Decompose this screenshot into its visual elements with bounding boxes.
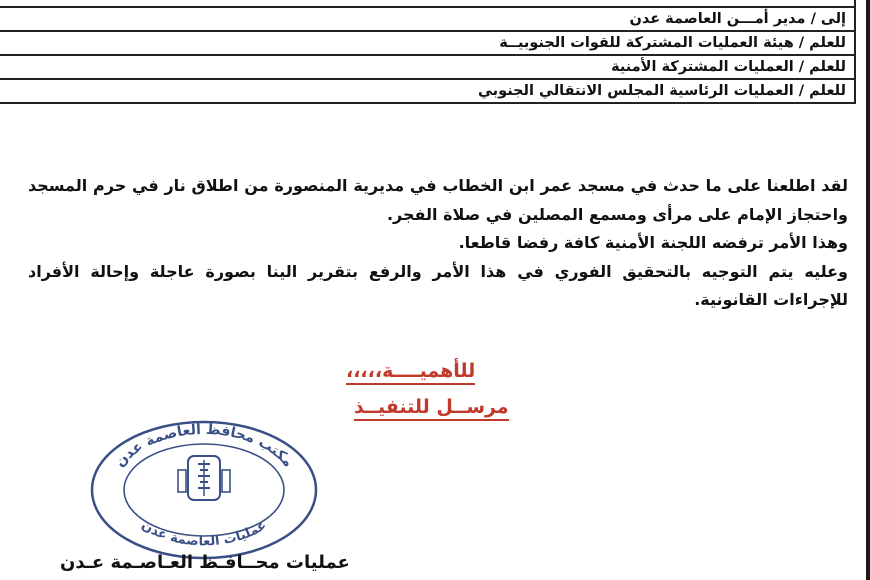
closing-sent-text: مرســل للتنفيــذ	[354, 396, 509, 421]
closing-importance	[346, 360, 475, 382]
addressee-row-cut	[0, 0, 855, 7]
addressee-table	[0, 0, 856, 104]
addressee-row-cc2	[0, 55, 855, 79]
addressee-row-cc3	[0, 79, 855, 103]
addressee-to: إلى / مدير أمـــن العاصمة عدن	[0, 7, 855, 31]
stamp-seal-graphic	[82, 412, 326, 562]
page-right-border	[866, 0, 870, 580]
stamp-outer-text: مكتب محافظ العاصمة عدن	[112, 421, 297, 471]
addressee-cc-joint-ops: للعلم / هيئة العمليات المشتركة للقوات الجنوبيــة	[0, 31, 855, 55]
addressee-row-cc1	[0, 31, 855, 55]
body-paragraph-incident: لقد اطلعنا على ما حدث في مسجد عمر ابن الخطاب في مديرية المنصورة من اطلاق نار في حرم المسجد واحتجاز الإمام على مرأى ومسمع المصلين في صلاة الفجر.	[28, 176, 848, 224]
addressee-row-to	[0, 7, 855, 31]
closing-sent	[354, 396, 509, 418]
stamp-emblem-icon	[178, 456, 230, 500]
addressee-cc-presidential-ops: للعلم / العمليات الرئاسية المجلس الانتقالي الجنوبي	[0, 79, 855, 103]
stamp-inner-text: عمليات العاصمة عدن	[138, 517, 270, 550]
signature-block: عمليات محــافـظ العـاصـمة عـدن	[60, 552, 350, 573]
svg-text:عمليات العاصمة عدن	[139, 518, 270, 550]
body-paragraph-rejection: وهذا الأمر ترفضه اللجنة الأمنية كافة رفضا قاطعا.	[458, 233, 848, 252]
body-paragraph-directive: وعليه يتم التوجيه بالتحقيق الفوري في هذا الأمر والرفع بتقرير الينا بصورة عاجلة وإحالة الأفراد للإجراءات القانونية.	[28, 261, 848, 309]
official-stamp	[82, 412, 326, 562]
addressee-cc-security-ops: للعلم / العمليات المشتركة الأمنية	[0, 55, 855, 79]
letter-body	[28, 172, 848, 315]
closing-importance-text: للأهميــــة،،،،،	[346, 360, 475, 385]
